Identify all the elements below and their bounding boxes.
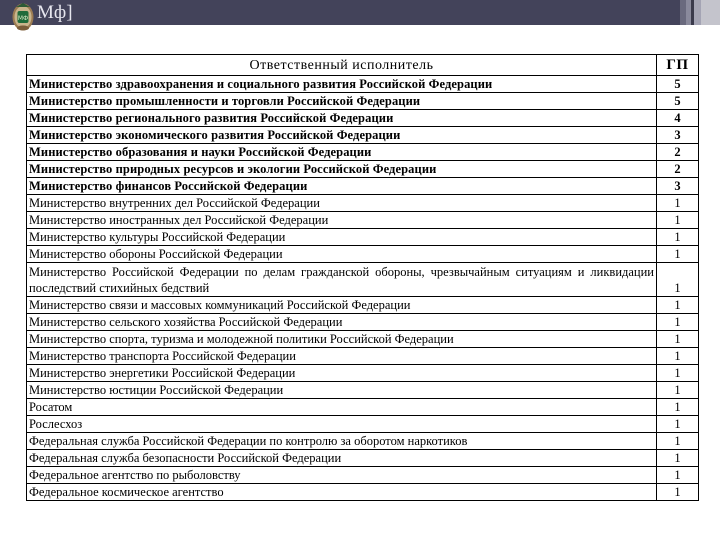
gp-count: 1 <box>657 484 699 501</box>
column-header-executor: Ответственный исполнитель <box>27 55 657 76</box>
table-row <box>27 450 699 467</box>
executor-name: Министерство связи и массовых коммуникаций Российской Федерации <box>27 297 657 314</box>
executor-name: Министерство образования и науки Российской Федерации <box>27 144 657 161</box>
executor-name: Министерство регионального развития Российской Федерации <box>27 110 657 127</box>
table-row <box>27 93 699 110</box>
executor-name: Федеральное агентство по рыболовству <box>27 467 657 484</box>
executor-name: Министерство Российской Федерации по делам гражданской обороны, чрезвычайным ситуациям и ликвидации последствий стихийных бедствий <box>27 263 657 297</box>
gp-count: 1 <box>657 263 699 297</box>
column-header-gp: ГП <box>657 55 699 76</box>
table-row <box>27 229 699 246</box>
table-row <box>27 399 699 416</box>
decorative-stripes <box>680 0 720 25</box>
executor-name: Министерство спорта, туризма и молодежной политики Российской Федерации <box>27 331 657 348</box>
gp-count: 5 <box>657 76 699 93</box>
brand-title: Мф] <box>37 2 73 23</box>
gp-count: 1 <box>657 229 699 246</box>
executor-name: Министерство внутренних дел Российской Федерации <box>27 195 657 212</box>
executor-name: Министерство сельского хозяйства Российской Федерации <box>27 314 657 331</box>
ministry-emblem-icon <box>12 2 34 32</box>
gp-count: 1 <box>657 433 699 450</box>
gp-count: 2 <box>657 144 699 161</box>
table-header-row <box>27 55 699 76</box>
executor-name: Федеральная служба безопасности Российской Федерации <box>27 450 657 467</box>
gp-count: 4 <box>657 110 699 127</box>
executor-name: Министерство природных ресурсов и экологии Российской Федерации <box>27 161 657 178</box>
responsible-executors-table <box>26 54 699 501</box>
gp-count: 1 <box>657 212 699 229</box>
gp-count: 3 <box>657 127 699 144</box>
executor-name: Министерство здравоохранения и социального развития Российской Федерации <box>27 76 657 93</box>
gp-count: 1 <box>657 297 699 314</box>
table-row <box>27 331 699 348</box>
executor-name: Министерство промышленности и торговли Российской Федерации <box>27 93 657 110</box>
executor-name: Росатом <box>27 399 657 416</box>
executor-name: Министерство культуры Российской Федерации <box>27 229 657 246</box>
table-row <box>27 365 699 382</box>
gp-count: 1 <box>657 348 699 365</box>
executor-name: Министерство юстиции Российской Федерации <box>27 382 657 399</box>
table-row <box>27 246 699 263</box>
table-row <box>27 297 699 314</box>
executor-name: Министерство финансов Российской Федерации <box>27 178 657 195</box>
table-row <box>27 212 699 229</box>
gp-count: 3 <box>657 178 699 195</box>
table-row <box>27 144 699 161</box>
table-row <box>27 484 699 501</box>
table-row <box>27 382 699 399</box>
table-row <box>27 263 699 297</box>
executor-name: Министерство обороны Российской Федерации <box>27 246 657 263</box>
table-row <box>27 416 699 433</box>
table-row <box>27 110 699 127</box>
gp-count: 1 <box>657 382 699 399</box>
gp-count: 1 <box>657 314 699 331</box>
table-row <box>27 433 699 450</box>
table-row <box>27 178 699 195</box>
gp-count: 1 <box>657 450 699 467</box>
svg-text:МФ: МФ <box>17 15 29 22</box>
table-row <box>27 195 699 212</box>
executor-name: Министерство энергетики Российской Федерации <box>27 365 657 382</box>
gp-count: 1 <box>657 365 699 382</box>
executor-name: Федеральное космическое агентство <box>27 484 657 501</box>
table-row <box>27 76 699 93</box>
executor-name: Министерство экономического развития Российской Федерации <box>27 127 657 144</box>
table-row <box>27 348 699 365</box>
executor-name: Министерство иностранных дел Российской Федерации <box>27 212 657 229</box>
gp-count: 5 <box>657 93 699 110</box>
gp-count: 1 <box>657 416 699 433</box>
table-row <box>27 161 699 178</box>
executor-name: Рослесхоз <box>27 416 657 433</box>
executor-name: Федеральная служба Российской Федерации по контролю за оборотом наркотиков <box>27 433 657 450</box>
title-bar <box>0 0 720 25</box>
table-row <box>27 127 699 144</box>
gp-count: 1 <box>657 399 699 416</box>
table-row <box>27 314 699 331</box>
table-row <box>27 467 699 484</box>
gp-count: 1 <box>657 195 699 212</box>
gp-count: 2 <box>657 161 699 178</box>
gp-count: 1 <box>657 331 699 348</box>
gp-count: 1 <box>657 246 699 263</box>
executor-name: Министерство транспорта Российской Федерации <box>27 348 657 365</box>
gp-count: 1 <box>657 467 699 484</box>
